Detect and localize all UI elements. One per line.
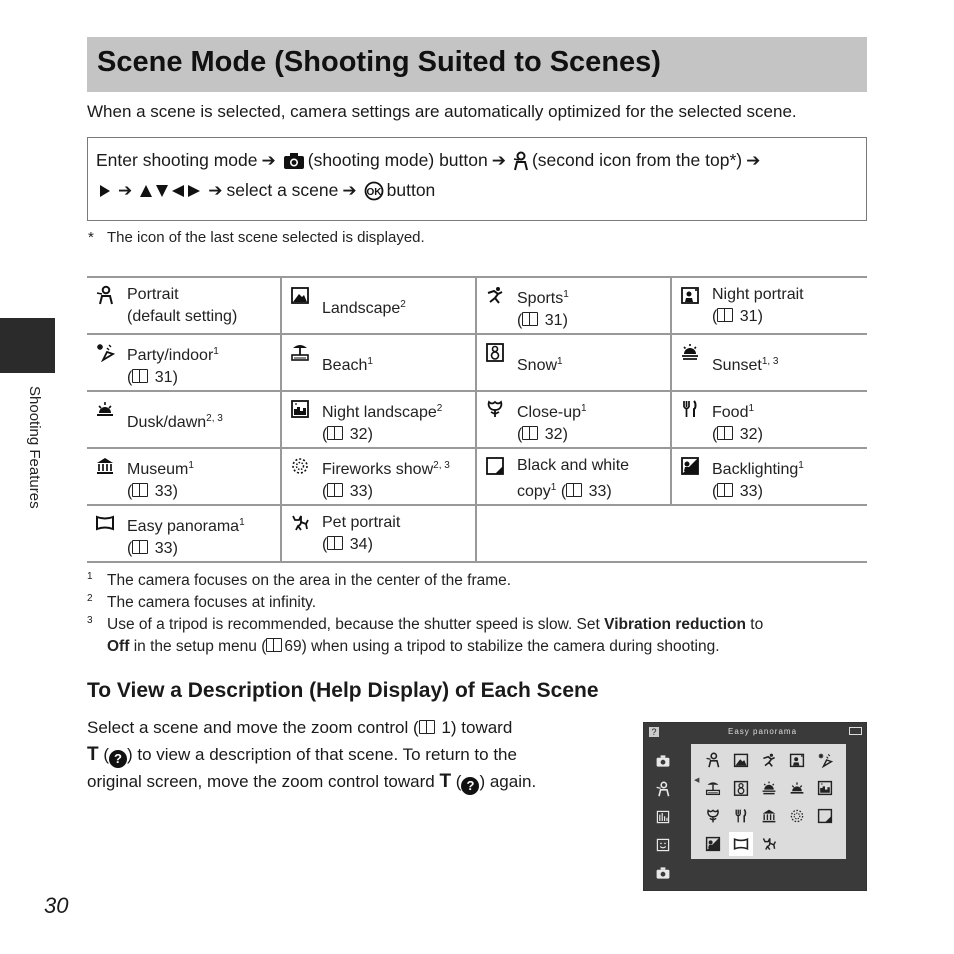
zoom-t-letter: T [87, 744, 99, 765]
arrow-right-icon: ➔ [491, 150, 506, 170]
screen-topbar [644, 723, 866, 741]
footnote-ref: 1, 3 [761, 356, 779, 367]
screen-landscape-icon [731, 750, 751, 770]
page-ref: 33 [150, 540, 173, 557]
screen-night-portrait-icon [787, 750, 807, 770]
footnote-text: in the setup menu ( [129, 638, 267, 655]
scene-name: Sports [517, 290, 564, 307]
landscape-icon [290, 285, 310, 305]
footnotes [87, 570, 847, 658]
screen-party-indoor-icon [815, 750, 835, 770]
footnote-ref: 1 [213, 346, 219, 357]
scene-label [517, 351, 563, 377]
help-icon: ? [649, 727, 659, 737]
scene-name: Close-up [517, 404, 582, 421]
scene-table [87, 276, 867, 563]
black-white-copy-icon [485, 456, 505, 476]
footnote-text: The icon of the last scene selected is displayed. [107, 229, 425, 246]
screen-fireworks-icon [787, 806, 807, 826]
help-text: ) to view a description of that scene. To return to the [127, 745, 517, 764]
chapter-tab [0, 318, 55, 373]
footnote-ref: 1 [550, 482, 557, 493]
empty-cell [672, 506, 867, 561]
scene-name: Dusk/dawn [127, 414, 207, 431]
scene-name: Backlighting [712, 461, 799, 478]
snow-icon [485, 342, 505, 362]
scene-cell-pet-portrait [282, 506, 477, 561]
arrow-right-icon: ➔ [746, 150, 761, 170]
help-text: ) toward [450, 718, 513, 737]
scene-label [127, 408, 223, 434]
arrow-right-icon: ➔ [342, 180, 357, 200]
page-ref: 33 [735, 483, 758, 500]
footnote-ref: 1 [581, 403, 587, 414]
footnote-ref: 2, 3 [433, 460, 450, 471]
footnote-ref: 1 [748, 403, 755, 414]
footnote-text: The camera focuses on the area in the center of the frame. [107, 572, 512, 589]
scene-label: Black and white copy$^1$ ( 33) [517, 457, 630, 500]
footnote-ref: 1 [557, 356, 563, 367]
screen-title: Easy panorama [728, 727, 798, 736]
screen-snow-icon [731, 778, 751, 798]
scene-row [87, 276, 867, 333]
scene-cell-museum [87, 449, 282, 504]
camera-icon [283, 152, 305, 170]
scene-cell-party-indoor [87, 335, 282, 390]
ok-button-icon [364, 181, 384, 201]
scene-cell-easy-panorama [87, 506, 282, 561]
footnote-1 [87, 570, 847, 592]
scene-label: Museum$^1$ ( 33) [127, 460, 194, 500]
screen-pet-portrait-icon [759, 834, 779, 854]
book-icon [419, 720, 435, 734]
scene-cell-portrait [87, 278, 282, 333]
scene-name: Fireworks show [322, 461, 434, 478]
screen-sports-icon [759, 750, 779, 770]
help-icon: ? [109, 750, 127, 768]
screen-close-up-icon [703, 806, 723, 826]
footnote-ref: 2 [436, 403, 443, 414]
sports-icon [485, 285, 505, 305]
scene-cell-fireworks [282, 449, 477, 504]
procedure-text: (second icon from the top*) [531, 150, 743, 170]
scene-name: Food [712, 404, 749, 421]
help-text: original screen, move the zoom control toward [87, 772, 435, 791]
multi-selector-icon [139, 184, 201, 198]
setting-value: Off [107, 638, 130, 655]
screen-dusk-dawn-icon [787, 778, 807, 798]
scene-label: Backlighting$^1$ ( 33) [712, 460, 804, 500]
book-icon [132, 540, 148, 554]
scene-row [87, 390, 867, 447]
scene-label: Fireworks show$^{2, 3}$ ( 33) [322, 460, 450, 500]
page-ref: 1 [441, 718, 451, 737]
page-ref: 34 [345, 536, 368, 553]
book-icon [266, 638, 282, 652]
help-text: Select a scene and move the zoom control ( [87, 718, 419, 737]
scene-name: Beach [322, 357, 368, 374]
page-ref: 31 [540, 312, 563, 329]
footnote-3 [87, 614, 847, 658]
footnote-text: to [745, 616, 764, 633]
page-ref: 32 [345, 426, 368, 443]
page-ref: 33 [345, 483, 368, 500]
left-arrow-icon: ◀ [694, 777, 700, 784]
party-indoor-icon [95, 342, 115, 362]
empty-cell [477, 506, 672, 561]
help-icon: ? [461, 777, 479, 795]
footnote-mark: * [88, 229, 94, 246]
scene-cell-night-portrait [672, 278, 867, 333]
book-icon [566, 483, 582, 497]
portrait-icon [95, 285, 115, 305]
scene-label: Easy panorama$^1$ ( 33) [127, 517, 245, 557]
book-icon [132, 369, 148, 383]
footnote-2 [87, 592, 847, 614]
portrait-icon [652, 780, 674, 798]
footnote-text: The camera focuses at infinity. [107, 594, 317, 611]
title-band [87, 37, 867, 92]
smile-icon [652, 836, 674, 854]
book-icon [522, 426, 538, 440]
page-title: Scene Mode (Shooting Suited to Scenes) [97, 46, 661, 78]
procedure-text: Enter shooting mode [96, 150, 258, 170]
museum-icon [95, 456, 115, 476]
arrow-right-icon: ➔ [118, 180, 133, 200]
page-ref: 31 [735, 308, 758, 325]
camera-icon [652, 752, 674, 770]
procedure-line-1 [96, 150, 764, 171]
scene-row [87, 447, 867, 504]
footnote-number: 2 [87, 593, 93, 604]
night-portrait-icon [680, 285, 700, 305]
scene-cell-snow [477, 335, 672, 390]
arrow-right-icon: ➔ [261, 150, 276, 170]
chapter-label: Shooting Features [26, 386, 43, 509]
page-ref: 32 [540, 426, 563, 443]
close-up-icon [485, 399, 505, 419]
play-right-icon [99, 184, 111, 198]
page-ref: 32 [735, 426, 758, 443]
dusk-dawn-icon [95, 399, 115, 419]
scene-cell-close-up [477, 392, 672, 447]
screen-backlighting-icon [703, 834, 723, 854]
procedure-text: button [386, 180, 436, 200]
backlighting-icon [680, 456, 700, 476]
beach-icon [290, 342, 310, 362]
scene-name-line2: copy [517, 483, 551, 500]
scene-cell-dusk-dawn [87, 392, 282, 447]
scene-cell-black-white-copy [477, 449, 672, 504]
food-icon [680, 399, 700, 419]
scene-name: Easy panorama [127, 518, 240, 535]
footnote-text: Use of a tripod is recommended, because the shutter speed is slow. Set [107, 616, 605, 633]
footnote-ref: 1 [188, 460, 194, 471]
footnote-ref: 2 [400, 299, 406, 310]
book-icon [522, 312, 538, 326]
book-icon [327, 426, 343, 440]
scene-label: Night landscape$^2$ ( 32) [322, 403, 443, 443]
scene-label [322, 351, 373, 377]
book-icon [327, 536, 343, 550]
screen-sunset-icon [759, 778, 779, 798]
scene-name: Party/indoor [127, 347, 214, 364]
section-heading: To View a Description (Help Display) of Each Scene [87, 679, 599, 702]
sunset-icon [680, 342, 700, 362]
page-ref: 33 [150, 483, 173, 500]
scene-name: Landscape [322, 300, 401, 317]
scene-label [712, 351, 779, 377]
scene-cell-sunset [672, 335, 867, 390]
footnote-ref: 2, 3 [206, 413, 223, 424]
scene-name: Museum [127, 461, 189, 478]
screen-beach-icon [703, 778, 723, 798]
procedure-line-2 [96, 180, 435, 201]
book-icon [717, 308, 733, 322]
footnote-number: 3 [87, 615, 93, 626]
scene-name: Black and white [517, 457, 630, 474]
book-icon [717, 426, 733, 440]
scene-label: Close-$up^1$ ( 32) [517, 403, 587, 443]
scene-name: Pet portrait [322, 514, 401, 531]
scene-name: Night landscape [322, 404, 437, 421]
camera-screen [643, 722, 867, 891]
book-icon [132, 483, 148, 497]
scene-cell-backlighting [672, 449, 867, 504]
battery-icon [849, 727, 862, 735]
scene-label: Night portrait ( 31) [712, 286, 804, 325]
scene-menu-panel [691, 744, 846, 859]
procedure-text: select a scene [226, 180, 339, 200]
scene-name: Sunset [712, 357, 762, 374]
zoom-t-letter: T [439, 771, 452, 792]
footnote-ref: 1 [563, 289, 569, 300]
setting-name: Vibration reduction [604, 616, 746, 633]
screen-museum-icon [759, 806, 779, 826]
footnote-number: 1 [87, 571, 93, 582]
intro-text: When a scene is selected, camera settings are automatically optimized for the selected scene. [87, 102, 797, 121]
histogram-icon [652, 808, 674, 826]
scene-cell-landscape [282, 278, 477, 333]
help-text: ) again. [479, 772, 537, 791]
scene-cell-sports [477, 278, 672, 333]
scene-row [87, 504, 867, 563]
scene-name: Snow [517, 357, 558, 374]
footnote-text: ) when using a tripod to stabilize the camera during shooting. [301, 638, 720, 655]
screen-black-white-copy-icon [815, 806, 835, 826]
book-icon [717, 483, 733, 497]
night-landscape-icon [290, 399, 310, 419]
scene-label: Party/indoor$^1$ ( 31) [127, 346, 219, 386]
scene-cell-food [672, 392, 867, 447]
screen-portrait-icon [703, 750, 723, 770]
page-number: 30 [44, 893, 69, 918]
procedure-text: (shooting mode) button [307, 150, 488, 170]
scene-name-line2: (default setting) [127, 308, 238, 325]
screen-food-icon [731, 806, 751, 826]
book-icon [327, 483, 343, 497]
scene-label: Pet portrait ( 34) [322, 514, 401, 553]
page-ref: 69 [284, 638, 302, 655]
scene-label [322, 294, 406, 320]
scene-portrait-icon [513, 151, 529, 171]
screen-night-landscape-icon [815, 778, 835, 798]
scene-name: Night portrait [712, 286, 804, 303]
scene-cell-beach [282, 335, 477, 390]
footnote-ref: 1 [239, 517, 245, 528]
screen-easy-panorama-icon [731, 834, 751, 854]
footnote-ref: 1 [367, 356, 373, 367]
scene-row [87, 333, 867, 390]
scene-label: Sports$^1$ ( 31) [517, 289, 569, 329]
easy-panorama-icon [95, 513, 115, 533]
scene-name: Portrait [127, 286, 179, 303]
footnote-star [88, 229, 425, 246]
arrow-right-icon: ➔ [208, 180, 223, 200]
page-ref: 33 [584, 483, 607, 500]
svg-text:OK: OK [366, 186, 382, 198]
scene-cell-night-landscape [282, 392, 477, 447]
fireworks-icon [290, 456, 310, 476]
scene-label [127, 284, 237, 328]
scene-label: Food$^1$ ( 32) [712, 403, 763, 443]
help-paragraph: Select a scene and move the zoom control ( 1) toward T ( ? ) to view a description of that scene. To return to the original screen, move the zoom control toward T ( ? ) again. [87, 718, 537, 793]
camera-icon [652, 864, 674, 882]
footnote-ref: 1 [798, 460, 804, 471]
procedure-box [87, 137, 867, 221]
page-ref: 31 [150, 369, 173, 386]
pet-portrait-icon [290, 513, 310, 533]
